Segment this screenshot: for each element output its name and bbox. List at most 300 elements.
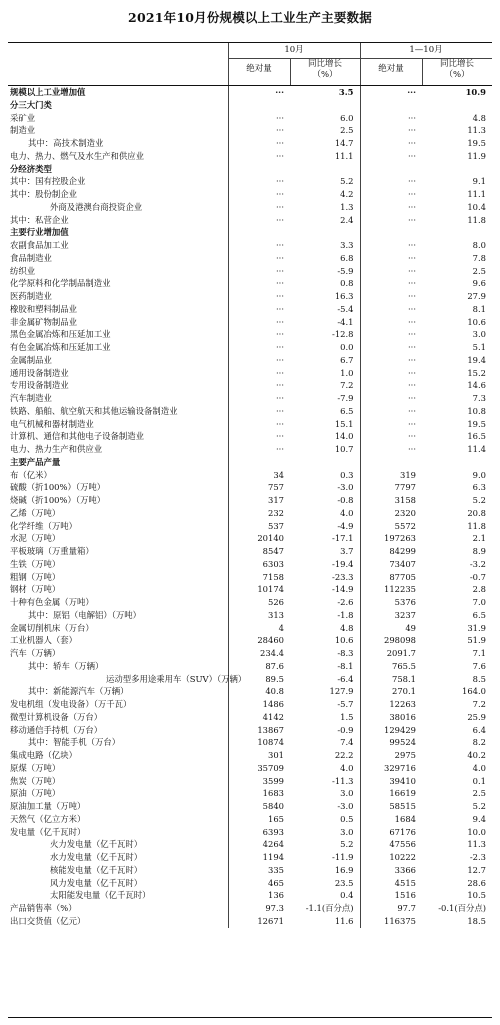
- table-row: [8, 494, 492, 507]
- row-label: 微型计算机设备（万台）: [10, 711, 103, 722]
- table-row: [8, 277, 492, 290]
- month-absolute: ···: [228, 328, 290, 341]
- table-row: [8, 889, 492, 902]
- month-absolute: ···: [228, 86, 290, 99]
- month-growth: 10.7: [334, 444, 354, 454]
- ytd-growth: 14.6: [467, 380, 486, 391]
- ytd-growth: [422, 99, 492, 112]
- row-label: 水力发电量（亿千瓦时）: [50, 852, 143, 862]
- row-label: 其中：私营企业: [10, 214, 69, 225]
- ytd-growth: 51.9: [467, 635, 486, 646]
- row-label: 汽车（万辆）: [10, 648, 61, 658]
- month-growth: 2.5: [340, 125, 354, 136]
- ytd-absolute: ···: [360, 341, 422, 354]
- month-absolute: ···: [228, 150, 290, 163]
- row-label: 电力、热力生产和供应业: [10, 444, 103, 454]
- month-growth: -14.9: [332, 584, 354, 595]
- ytd-absolute: ···: [360, 418, 422, 431]
- ytd-growth: 7.0: [472, 597, 486, 607]
- row-label: 移动通信手持机（万台）: [10, 724, 103, 735]
- ytd-absolute: 329716: [360, 762, 422, 775]
- ytd-absolute: ···: [360, 239, 422, 252]
- month-growth: 6.7: [340, 354, 354, 365]
- header-growth-ytd-line2: （%）: [444, 70, 470, 80]
- table-row: [8, 596, 492, 609]
- month-absolute: 6303: [228, 558, 290, 571]
- ytd-absolute: 1684: [360, 813, 422, 826]
- row-label: 黑色金属冶炼和压延加工业: [10, 329, 111, 340]
- row-label: 其中：高技术制造业: [28, 138, 104, 148]
- ytd-absolute: ···: [360, 430, 422, 443]
- table-row: [8, 685, 492, 698]
- month-absolute: 10174: [228, 583, 290, 596]
- month-absolute: ···: [228, 290, 290, 303]
- month-absolute: ···: [228, 405, 290, 418]
- header-growth-ytd-line1: 同比增长: [439, 59, 474, 69]
- month-growth: -23.3: [332, 571, 354, 582]
- month-absolute: ···: [228, 316, 290, 329]
- ytd-growth: 10.9: [465, 87, 486, 97]
- row-label: 风力发电量（亿千瓦时）: [50, 877, 143, 888]
- month-absolute: 537: [228, 520, 290, 533]
- month-absolute: 87.6: [228, 660, 290, 673]
- table-row: [8, 622, 492, 635]
- ytd-absolute: ···: [360, 112, 422, 125]
- row-label: 其中：轿车（万辆）: [28, 660, 104, 671]
- row-label: 金属切削机床（万台）: [10, 622, 94, 633]
- month-growth: 0.3: [340, 469, 354, 480]
- ytd-growth: 10.5: [467, 890, 486, 901]
- row-label: 铁路、船舶、航空航天和其他运输设备制造业: [10, 405, 178, 416]
- ytd-absolute: ···: [360, 316, 422, 329]
- month-absolute: 3599: [228, 775, 290, 788]
- ytd-growth: 11.8: [467, 520, 486, 531]
- month-growth: 11.6: [334, 915, 354, 926]
- month-growth: 0.0: [340, 342, 354, 352]
- month-growth: 4.0: [340, 507, 354, 518]
- ytd-absolute: [360, 163, 422, 176]
- row-label: 太阳能发电量（亿千瓦时）: [50, 890, 151, 901]
- ytd-growth: 10.0: [467, 826, 486, 837]
- ytd-growth: 2.5: [472, 265, 486, 276]
- page-title: 2021年10月份规模以上工业生产主要数据: [128, 10, 372, 25]
- ytd-growth: [422, 226, 492, 239]
- month-growth: -8.1: [337, 660, 354, 671]
- table-row: [8, 418, 492, 431]
- row-label: 有色金属冶炼和压延加工业: [10, 342, 111, 352]
- row-label: 汽车制造业: [10, 393, 52, 403]
- month-growth: 4.0: [340, 762, 354, 773]
- ytd-growth: 8.2: [472, 737, 486, 748]
- month-growth: 23.5: [334, 877, 354, 888]
- ytd-absolute: 58515: [360, 800, 422, 813]
- month-absolute: 165: [228, 813, 290, 826]
- ytd-growth: 6.3: [472, 482, 486, 493]
- month-growth: -11.9: [332, 852, 354, 862]
- table-row: [8, 99, 492, 112]
- ytd-absolute: 99524: [360, 736, 422, 749]
- month-growth: 7.2: [340, 380, 354, 391]
- ytd-absolute: 5376: [360, 596, 422, 609]
- ytd-absolute: ···: [360, 201, 422, 214]
- row-label: 水泥（万吨）: [10, 533, 61, 544]
- row-label: 出口交货值（亿元）: [10, 915, 86, 926]
- row-label: 平板玻璃（万重量箱）: [10, 546, 94, 556]
- table-row: [8, 736, 492, 749]
- table-row: [8, 150, 492, 163]
- ytd-growth: 10.4: [467, 201, 486, 212]
- month-absolute: 1486: [228, 698, 290, 711]
- table-row: [8, 583, 492, 596]
- ytd-absolute: 97.7: [360, 902, 422, 915]
- row-label: 橡胶和塑料制品业: [10, 303, 77, 314]
- ytd-absolute: [360, 456, 422, 469]
- month-absolute: ···: [228, 137, 290, 150]
- month-absolute: 301: [228, 749, 290, 762]
- month-growth: 7.4: [340, 737, 354, 748]
- table-row: [8, 558, 492, 571]
- month-growth: -5.7: [337, 699, 354, 709]
- row-label: 纺织业: [10, 265, 36, 276]
- table-row: [8, 698, 492, 711]
- ytd-growth: 2.1: [472, 533, 486, 544]
- table-row: [8, 902, 492, 915]
- row-label: 其中：国有控股企业: [10, 176, 86, 187]
- ytd-growth: 10.6: [467, 316, 486, 327]
- month-absolute: 97.3: [228, 902, 290, 915]
- month-absolute: 757: [228, 481, 290, 494]
- ytd-absolute: 4515: [360, 877, 422, 890]
- ytd-absolute: [360, 226, 422, 239]
- ytd-growth: 6.5: [472, 609, 486, 620]
- table-bottom-rule: [8, 1017, 492, 1018]
- row-label: 专用设备制造业: [10, 380, 69, 391]
- ytd-growth: 18.5: [467, 915, 486, 926]
- month-absolute: ···: [228, 392, 290, 405]
- month-absolute: ···: [228, 188, 290, 201]
- ytd-absolute: 84299: [360, 545, 422, 558]
- month-growth: 127.9: [329, 686, 354, 697]
- month-absolute: ···: [228, 239, 290, 252]
- ytd-absolute: 112235: [360, 583, 422, 596]
- ytd-absolute: ···: [360, 265, 422, 278]
- row-label: 电力、热力、燃气及水生产和供应业: [10, 150, 144, 161]
- ytd-absolute: 39410: [360, 775, 422, 788]
- month-growth: 10.6: [334, 635, 354, 646]
- ytd-growth: 16.5: [467, 431, 486, 442]
- ytd-growth: 40.2: [467, 750, 486, 760]
- row-label: 规模以上工业增加值: [10, 87, 86, 97]
- table-row: [8, 545, 492, 558]
- ytd-growth: 9.1: [472, 176, 486, 187]
- ytd-growth: 4.0: [472, 762, 486, 773]
- row-label: 硫酸（折100%）（万吨）: [10, 482, 106, 493]
- month-growth: 3.5: [338, 87, 354, 97]
- table-row: [8, 826, 492, 839]
- month-growth: -3.0: [337, 482, 354, 493]
- table-row: [8, 252, 492, 265]
- table-row: [8, 239, 492, 252]
- month-absolute: 35709: [228, 762, 290, 775]
- ytd-growth: 6.4: [472, 724, 486, 735]
- row-label: 火力发电量（亿千瓦时）: [50, 839, 143, 850]
- ytd-growth: 8.0: [472, 240, 486, 250]
- data-table: [8, 86, 492, 928]
- row-label: 粗钢（万吨）: [10, 571, 61, 582]
- month-growth: -0.8: [337, 495, 354, 505]
- ytd-growth: 15.2: [467, 367, 486, 378]
- row-label: 其中：原铝（电解铝）（万吨）: [28, 609, 142, 620]
- table-row: [8, 775, 492, 788]
- month-absolute: 7158: [228, 571, 290, 584]
- table-row: [8, 405, 492, 418]
- ytd-growth: -0.1(百分点): [438, 903, 486, 913]
- ytd-growth: 11.8: [467, 214, 486, 225]
- ytd-growth: 2.8: [472, 584, 486, 595]
- month-absolute: 4142: [228, 711, 290, 724]
- table-row: [8, 507, 492, 520]
- month-absolute: [228, 99, 290, 112]
- month-growth: 2.4: [340, 214, 354, 225]
- month-absolute: ···: [228, 443, 290, 456]
- ytd-absolute: 3158: [360, 494, 422, 507]
- ytd-growth: 0.1: [472, 775, 486, 786]
- ytd-absolute: 270.1: [360, 685, 422, 698]
- month-absolute: 8547: [228, 545, 290, 558]
- ytd-growth: -2.3: [469, 852, 486, 862]
- month-growth: 1.3: [340, 201, 354, 212]
- row-label: 发电机组（发电设备）（万千瓦）: [10, 699, 132, 709]
- ytd-absolute: 758.1: [360, 673, 422, 686]
- row-label: 天然气（亿立方米）: [10, 813, 86, 824]
- ytd-absolute: 3366: [360, 864, 422, 877]
- month-growth: 3.3: [340, 240, 354, 250]
- row-label: 采矿业: [10, 112, 36, 123]
- table-row: [8, 137, 492, 150]
- month-growth: 3.0: [340, 788, 354, 799]
- table-row: [8, 469, 492, 482]
- ytd-absolute: ···: [360, 405, 422, 418]
- row-label: 核能发电量（亿千瓦时）: [50, 864, 143, 875]
- ytd-growth: 28.6: [467, 877, 486, 888]
- ytd-growth: 11.3: [467, 125, 486, 136]
- ytd-growth: 19.5: [467, 138, 486, 148]
- table-row: [8, 520, 492, 533]
- row-label: 其中：新能源汽车（万辆）: [28, 686, 129, 697]
- ytd-absolute: 298098: [360, 634, 422, 647]
- row-label: 布（亿米）: [10, 469, 52, 480]
- month-absolute: ···: [228, 341, 290, 354]
- ytd-growth: 3.0: [472, 329, 486, 340]
- row-label: 钢材（万吨）: [10, 584, 61, 595]
- ytd-absolute: 16619: [360, 787, 422, 800]
- month-growth: -17.1: [332, 533, 354, 544]
- table-row: [8, 201, 492, 214]
- month-absolute: 20140: [228, 532, 290, 545]
- table-row: [8, 175, 492, 188]
- month-absolute: ···: [228, 124, 290, 137]
- header-group-month: 10月: [284, 45, 304, 55]
- ytd-growth: 7.6: [472, 660, 486, 671]
- month-growth: 5.2: [340, 176, 354, 187]
- ytd-absolute: ···: [360, 137, 422, 150]
- table-row: [8, 800, 492, 813]
- ytd-growth: 8.9: [472, 546, 486, 556]
- ytd-absolute: 73407: [360, 558, 422, 571]
- month-absolute: 13867: [228, 724, 290, 737]
- ytd-growth: 11.1: [467, 189, 486, 199]
- month-growth: -12.8: [332, 329, 354, 340]
- month-absolute: ···: [228, 303, 290, 316]
- month-absolute: 6393: [228, 826, 290, 839]
- ytd-growth: 25.9: [467, 711, 486, 722]
- table-row: [8, 265, 492, 278]
- ytd-absolute: ···: [360, 277, 422, 290]
- table-row: [8, 226, 492, 239]
- header-growth-month-line2: （%）: [312, 70, 338, 80]
- row-label: 医药制造业: [10, 291, 52, 301]
- row-label: 工业机器人（套）: [10, 635, 77, 646]
- ytd-growth: 5.2: [472, 495, 486, 505]
- ytd-absolute: 319: [360, 469, 422, 482]
- month-absolute: 40.8: [228, 685, 290, 698]
- month-absolute: ···: [228, 175, 290, 188]
- row-label: 计算机、通信和其他电子设备制造业: [10, 431, 144, 442]
- ytd-growth: -3.2: [469, 558, 486, 569]
- header-abs-month: 绝对量: [246, 64, 272, 74]
- ytd-growth: 7.1: [472, 648, 486, 658]
- ytd-absolute: 67176: [360, 826, 422, 839]
- row-label: 原油加工量（万吨）: [10, 801, 86, 811]
- ytd-growth: 11.3: [467, 839, 486, 850]
- month-absolute: 313: [228, 609, 290, 622]
- ytd-absolute: 49: [360, 622, 422, 635]
- row-label: 电气机械和器材制造业: [10, 418, 94, 429]
- month-growth: 1.5: [340, 711, 354, 722]
- table-row: [8, 124, 492, 137]
- month-growth: 0.8: [340, 278, 354, 289]
- ytd-growth: 5.1: [472, 342, 486, 352]
- ytd-growth: 8.1: [472, 303, 486, 314]
- ytd-absolute: 765.5: [360, 660, 422, 673]
- month-growth: 6.0: [340, 112, 354, 123]
- ytd-absolute: ···: [360, 214, 422, 227]
- table-row: [8, 864, 492, 877]
- table-row: [8, 532, 492, 545]
- month-absolute: ···: [228, 418, 290, 431]
- month-growth: -4.9: [337, 520, 354, 531]
- table-row: [8, 86, 492, 99]
- month-absolute: ···: [228, 112, 290, 125]
- row-label: 外商及港澳台商投资企业: [50, 201, 143, 212]
- month-growth: [290, 163, 360, 176]
- table-row: [8, 749, 492, 762]
- table-row: [8, 813, 492, 826]
- ytd-absolute: 7797: [360, 481, 422, 494]
- month-absolute: 136: [228, 889, 290, 902]
- ytd-growth: 9.4: [472, 813, 486, 824]
- month-absolute: 34: [228, 469, 290, 482]
- table-row: [8, 163, 492, 176]
- ytd-absolute: 2975: [360, 749, 422, 762]
- header-abs-ytd: 绝对量: [378, 64, 404, 74]
- row-label: 产品销售率（%）: [10, 903, 77, 913]
- month-growth: 5.2: [340, 839, 354, 850]
- ytd-growth: 164.0: [462, 686, 486, 697]
- table-row: [8, 851, 492, 864]
- ytd-absolute: ···: [360, 150, 422, 163]
- month-growth: 16.9: [334, 864, 354, 875]
- month-growth: 0.5: [340, 813, 354, 824]
- ytd-absolute: ···: [360, 252, 422, 265]
- month-absolute: ···: [228, 430, 290, 443]
- month-growth: 14.0: [334, 431, 354, 442]
- row-label: 原煤（万吨）: [10, 762, 61, 773]
- month-growth: [290, 99, 360, 112]
- month-absolute: ···: [228, 252, 290, 265]
- ytd-growth: 20.8: [467, 507, 486, 518]
- table-row: [8, 341, 492, 354]
- row-label: 烧碱（折100%）（万吨）: [10, 495, 106, 505]
- table-row: [8, 711, 492, 724]
- month-absolute: 12671: [228, 915, 290, 928]
- month-absolute: 5840: [228, 800, 290, 813]
- month-absolute: ···: [228, 367, 290, 380]
- ytd-absolute: 3237: [360, 609, 422, 622]
- ytd-growth: 31.9: [467, 622, 486, 633]
- row-label: 集成电路（亿块）: [10, 750, 77, 760]
- month-growth: [290, 456, 360, 469]
- ytd-absolute: [360, 99, 422, 112]
- row-label: 主要产品产量: [10, 456, 61, 467]
- month-growth: 15.1: [334, 418, 354, 429]
- table-row: [8, 787, 492, 800]
- row-label: 原油（万吨）: [10, 788, 61, 799]
- month-growth: -19.4: [332, 558, 354, 569]
- ytd-absolute: 1516: [360, 889, 422, 902]
- row-label: 乙烯（万吨）: [10, 507, 61, 518]
- ytd-absolute: 47556: [360, 838, 422, 851]
- ytd-growth: 11.9: [467, 150, 486, 161]
- table-row: [8, 303, 492, 316]
- ytd-growth: 5.2: [472, 801, 486, 811]
- month-growth: -5.4: [337, 303, 354, 314]
- row-label: 主要行业增加值: [10, 227, 69, 238]
- ytd-growth: 19.5: [467, 418, 486, 429]
- table-row: [8, 316, 492, 329]
- row-label: 化学原料和化学制品制造业: [10, 278, 111, 289]
- ytd-growth: 10.8: [467, 405, 486, 416]
- table-row: [8, 877, 492, 890]
- ytd-absolute: 116375: [360, 915, 422, 928]
- table-row: [8, 647, 492, 660]
- ytd-absolute: 2320: [360, 507, 422, 520]
- table-row: [8, 634, 492, 647]
- table-row: [8, 673, 492, 686]
- ytd-growth: 8.5: [472, 673, 486, 684]
- table-row: [8, 214, 492, 227]
- month-absolute: ···: [228, 265, 290, 278]
- month-growth: 14.7: [334, 138, 354, 148]
- month-growth: -6.4: [337, 673, 354, 684]
- ytd-growth: 27.9: [467, 291, 486, 301]
- month-absolute: 465: [228, 877, 290, 890]
- ytd-growth: 4.8: [472, 112, 486, 123]
- month-absolute: ···: [228, 277, 290, 290]
- ytd-absolute: ···: [360, 290, 422, 303]
- ytd-absolute: 129429: [360, 724, 422, 737]
- table-row: [8, 430, 492, 443]
